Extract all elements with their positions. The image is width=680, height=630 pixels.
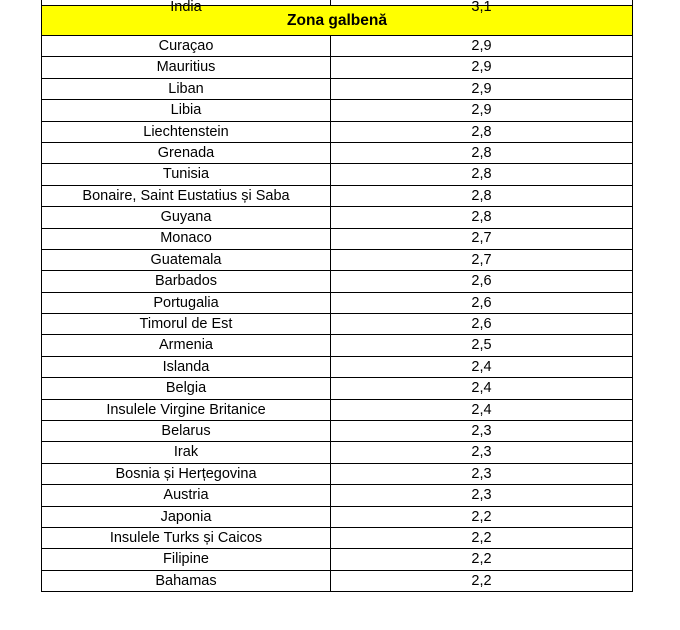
rate-value-cell: 2,2 [471,508,492,525]
table-row [41,57,633,78]
table-row [41,207,633,228]
country-name-cell: Libia [42,100,331,120]
table-row [41,571,633,592]
zone-header-yellow: Zona galbenă [41,6,633,36]
table-row [41,528,633,549]
country-name-cell: Bahamas [42,571,331,591]
table-row [41,314,633,335]
rate-value-cell: 2,8 [471,123,492,140]
country-name-cell: Insulele Turks și Caicos [42,528,331,548]
rate-value-cell: 2,8 [471,187,492,204]
country-name-cell: Belgia [42,378,331,398]
table-row [41,400,633,421]
rate-value-cell: 2,8 [471,144,492,161]
table-row [41,186,633,207]
country-name-cell: India [42,0,331,5]
country-name-cell: Barbados [42,271,331,291]
country-name-cell: Belarus [42,421,331,441]
country-name-cell: Portugalia [42,293,331,313]
table-row [41,164,633,185]
rate-value-cell: 2,5 [471,337,492,354]
rate-value-cell: 2,6 [471,316,492,333]
country-name-cell: Liban [42,79,331,99]
country-name-cell: Guyana [42,207,331,227]
rate-value-cell: 2,4 [471,380,492,397]
rate-value-cell: 2,9 [471,59,492,76]
table-row [41,36,633,57]
table-row [41,421,633,442]
table-row [41,143,633,164]
table-row [41,250,633,271]
table-row [41,378,633,399]
country-table [41,0,633,592]
rate-value-cell: 2,3 [471,444,492,461]
table-row [41,507,633,528]
rate-value-cell: 2,8 [471,209,492,226]
country-name-cell: Mauritius [42,57,331,77]
table-row [41,79,633,100]
country-name-cell: Japonia [42,507,331,527]
country-name-cell: Grenada [42,143,331,163]
country-name-cell: Liechtenstein [42,122,331,142]
table-row [41,442,633,463]
table-row [41,293,633,314]
rate-value-cell: 2,2 [471,572,492,589]
country-name-cell: Guatemala [42,250,331,270]
table-row [41,357,633,378]
table-body [41,36,633,592]
rate-value-cell: 2,2 [471,551,492,568]
rate-value-cell: 2,6 [471,294,492,311]
rate-value-cell: 2,2 [471,529,492,546]
table-row [41,271,633,292]
rate-value-cell: 2,3 [471,422,492,439]
rate-value-cell: 2,3 [471,465,492,482]
country-name-cell: Islanda [42,357,331,377]
country-name-cell: Curaçao [42,36,331,56]
rate-value-cell: 2,6 [471,273,492,290]
table-row [41,335,633,356]
rate-value-cell: 2,9 [471,37,492,54]
table-row [41,122,633,143]
rate-value-cell: 2,3 [471,487,492,504]
table-row [41,464,633,485]
country-name-cell: Tunisia [42,164,331,184]
rate-value-cell: 2,4 [471,358,492,375]
country-name-cell: Irak [42,442,331,462]
rate-value-cell: 3,1 [471,0,492,15]
table-row [41,485,633,506]
country-name-cell: Armenia [42,335,331,355]
country-name-cell: Filipine [42,549,331,569]
rate-value-cell: 2,9 [471,102,492,119]
rate-value-cell: 2,8 [471,166,492,183]
rate-value-cell: 2,9 [471,80,492,97]
table-row [41,549,633,570]
country-name-cell: Bosnia și Herțegovina [42,464,331,484]
country-name-cell: Monaco [42,229,331,249]
rate-value-cell: 2,4 [471,401,492,418]
country-name-cell: Bonaire, Saint Eustatius și Saba [42,186,331,206]
table-row [41,100,633,121]
country-name-cell: Timorul de Est [42,314,331,334]
country-name-cell: Austria [42,485,331,505]
country-name-cell: Insulele Virgine Britanice [42,400,331,420]
table-row [41,229,633,250]
rate-value-cell: 2,7 [471,230,492,247]
rate-value-cell: 2,7 [471,251,492,268]
